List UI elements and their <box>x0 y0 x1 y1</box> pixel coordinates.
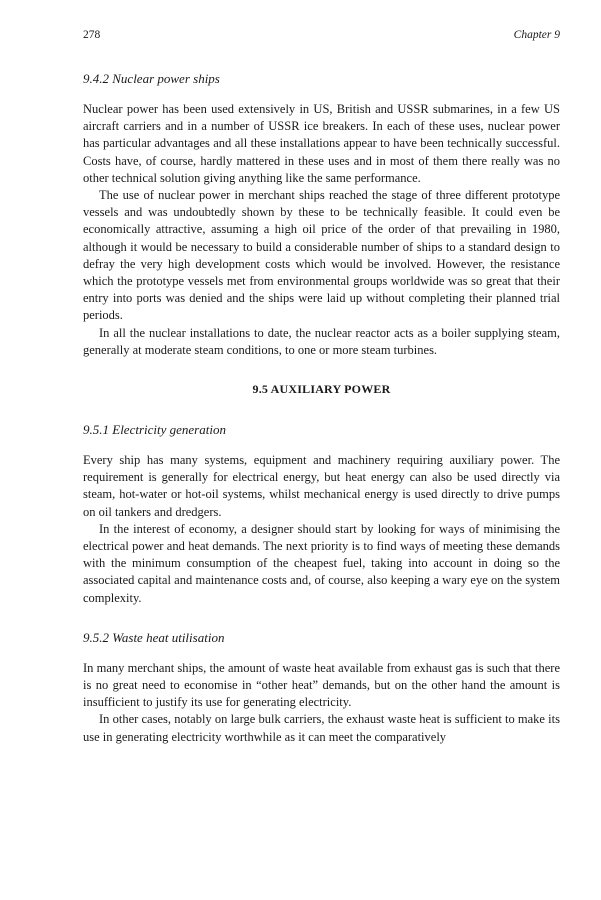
section-body-waste-heat-utilisation <box>83 660 560 746</box>
paragraph: Every ship has many systems, equipment and machinery requiring auxiliary power. The requirement is generally for electrical energy, but heat energy can also be used directly via steam, hot-water or hot-oil systems, whilst mechanical energy is used directly to drive pumps on oil tankers and dredgers. <box>83 453 560 519</box>
paragraph: The use of nuclear power in merchant ships reached the stage of three different prototype vessels and was undoubtedly shown by these to be technically feasible. It could even be economically attractive, assuming a high oil price of the order of that prevailing in 1980, although it would be necessary to build a considerable number of ships to a standard design to defray the very high development costs which would be involved. However, the resistance which the prototype vessels met from environmental groups worldwide was so great that their entry into ports was denied and the ships were laid up without completing their planned trial periods. <box>83 188 560 323</box>
subsection-heading-electricity-generation: 9.5.1 Electricity generation <box>83 422 226 438</box>
section-body-nuclear-power-ships <box>83 101 560 359</box>
subsection-heading-nuclear-power-ships: 9.4.2 Nuclear power ships <box>83 71 220 86</box>
section-body-electricity-generation <box>83 452 560 607</box>
subsection-heading-waste-heat-utilisation: 9.5.2 Waste heat utilisation <box>83 629 225 645</box>
book-page <box>83 28 560 768</box>
paragraph: In many merchant ships, the amount of waste heat available from exhaust gas is such that there is no great need to economise in “other heat” demands, but on the other hand the amount is insufficient to justify its use for generating electricity. <box>83 660 560 710</box>
paragraph: In all the nuclear installations to date, the nuclear reactor acts as a boiler supplying steam, generally at moderate steam conditions, to one or more steam turbines. <box>83 325 560 357</box>
chapter-label: Chapter 9 <box>513 29 560 41</box>
paragraph: In the interest of economy, a designer should start by looking for ways of minimising the electrical power and heat demands. The next priority is to find ways of meeting these demands with the minimum consumption of the cheapest fuel, taking into account in doing so the associated capital and maintenance costs and, of course, also keeping a wary eye on the system complexity. <box>83 521 560 605</box>
page-number: 278 <box>83 29 101 41</box>
paragraph: In other cases, notably on large bulk carriers, the exhaust waste heat is sufficient to make its use in generating electricity worthwhile as it can meet the comparatively <box>83 712 560 744</box>
running-header <box>83 28 560 42</box>
paragraph: Nuclear power has been used extensively in US, British and USSR submarines, in a few US aircraft carriers and in a number of USSR ice breakers. In each of these uses, nuclear power has particular advantages and all these installations appear to have been technically successful. Costs have, of course, hardly mattered in these uses and in most of them there really was no other technical solution giving anything like the same performance. <box>83 102 560 185</box>
section-heading-auxiliary-power: 9.5 AUXILIARY POWER <box>252 382 391 397</box>
